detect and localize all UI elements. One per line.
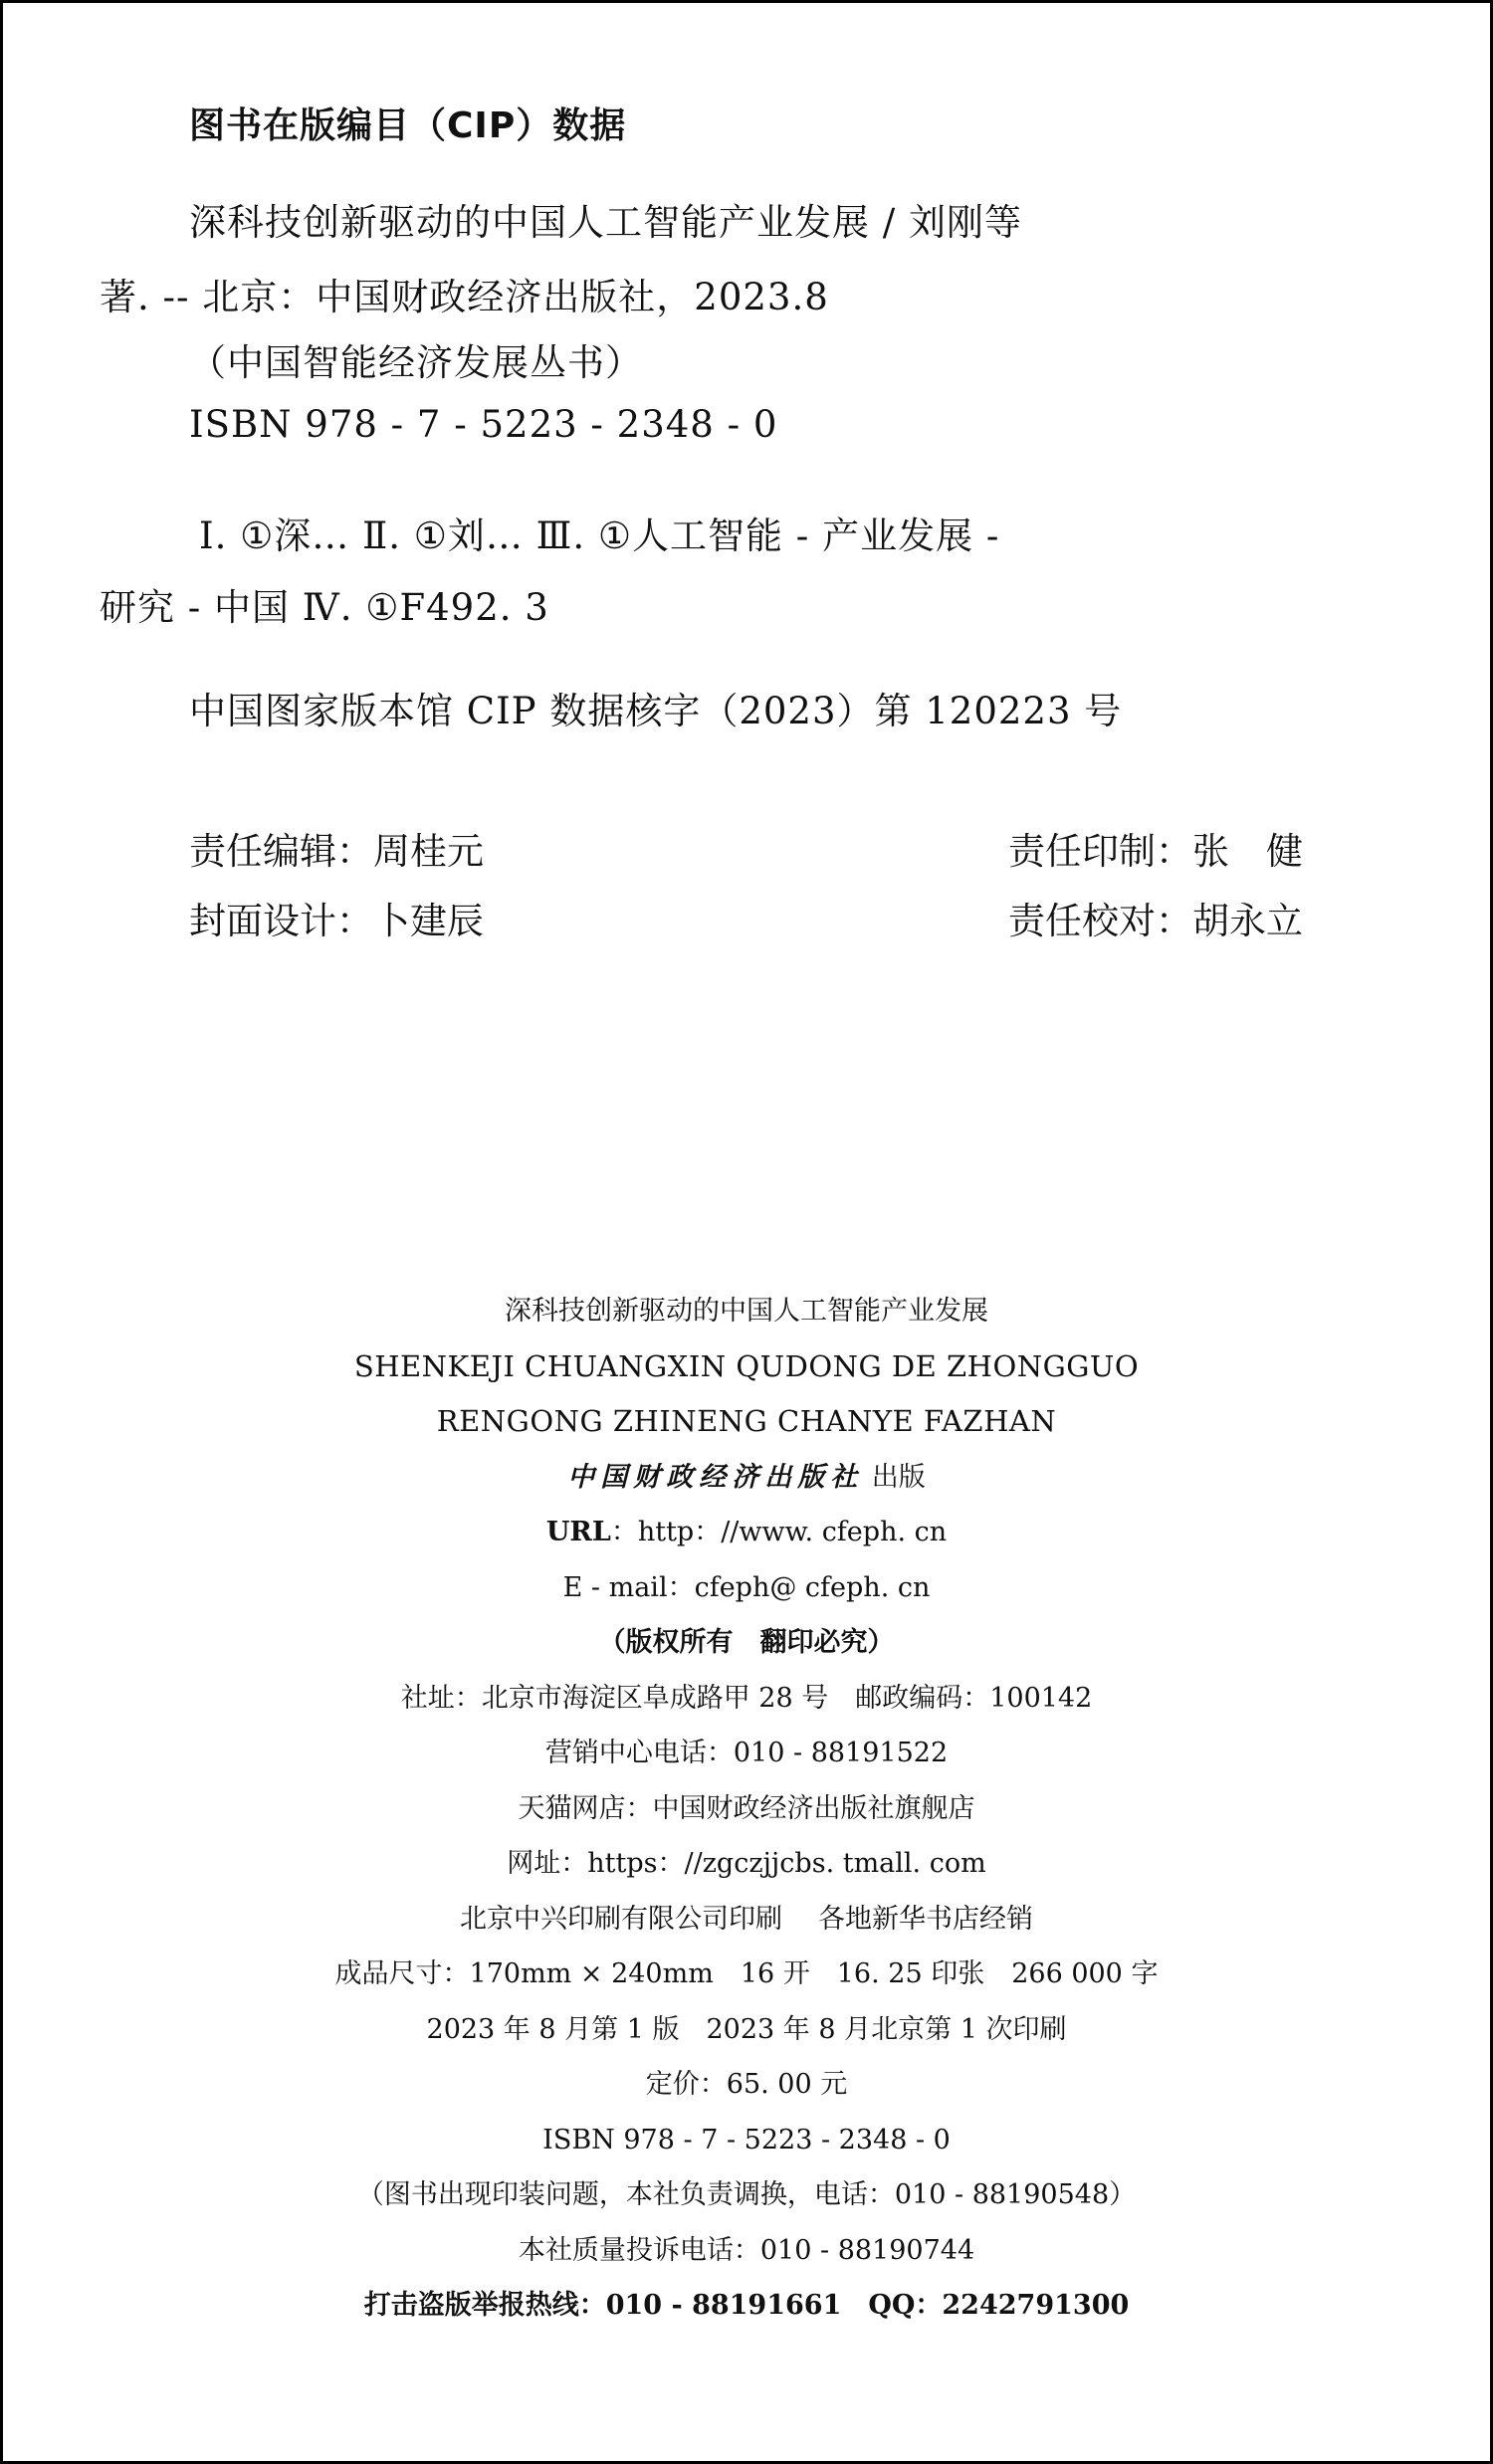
quality-complaint-phone: 本社质量投诉电话：010 - 88190744 xyxy=(518,2234,975,2266)
marketing-phone: 营销中心电话：010 - 88191522 xyxy=(544,1738,949,1768)
book-title-pinyin-1: SHENKEJI CHUANGXIN QUDONG DE ZHONGGUO xyxy=(353,1348,1140,1383)
email-line: E - mail：cfeph@ cfeph. cn xyxy=(562,1571,931,1603)
url-label: URL xyxy=(545,1517,611,1547)
publisher-suffix: 出版 xyxy=(871,1461,926,1493)
price-line: 定价：65. 00 元 xyxy=(645,2069,848,2100)
proofreader: 责任校对：胡永立 xyxy=(1008,900,1303,942)
cip-subject-line-2: 研究 - 中国 Ⅳ. ①F492. 3 xyxy=(100,586,549,629)
printer-name: 北京中兴印刷有限公司印刷 xyxy=(460,1903,782,1935)
address-line: 社址：北京市海淀区阜成路甲 28 号 邮政编码：100142 xyxy=(400,1682,1093,1714)
printer-line xyxy=(0,1892,1493,1948)
copyright-notice: （版权所有 翻印必究） xyxy=(598,1627,895,1658)
isbn-line: ISBN 978 - 7 - 5223 - 2348 - 0 xyxy=(542,2124,951,2156)
cip-record-number: 中国图家版本馆 CIP 数据核字（2023）第 120223 号 xyxy=(189,690,1123,732)
responsible-editor: 责任编辑：周桂元 xyxy=(189,830,484,873)
piracy-hotline: 打击盗版举报热线：010 - 88191661 QQ：2242791300 xyxy=(363,2290,1130,2321)
specs-line: 成品尺寸：170mm × 240mm 16 开 16. 25 印张 266 000 字 xyxy=(334,1958,1159,1989)
cip-heading: 图书在版编目（CIP）数据 xyxy=(189,105,627,146)
distributor: 各地新华书店经销 xyxy=(818,1903,1033,1935)
url-value: ：http：//www. cfeph. cn xyxy=(610,1517,948,1547)
cip-title-line: 深科技创新驱动的中国人工智能产业发展 / 刘刚等 xyxy=(189,201,1022,244)
book-title-cn: 深科技创新驱动的中国人工智能产业发展 xyxy=(505,1296,988,1327)
cip-subject-line-1: Ⅰ. ①深… Ⅱ. ①刘… Ⅲ. ①人工智能 - 产业发展 - xyxy=(199,514,1000,557)
website-line: 网址：https：//zgczjjcbs. tmall. com xyxy=(507,1848,986,1879)
print-supervisor: 责任印制：张 健 xyxy=(1008,830,1303,873)
edition-line: 2023 年 8 月第 1 版 2023 年 8 月北京第 1 次印刷 xyxy=(426,2013,1067,2045)
tmall-store: 天猫网店：中国财政经济出版社旗舰店 xyxy=(518,1792,975,1824)
cip-isbn-line: ISBN 978 - 7 - 5223 - 2348 - 0 xyxy=(189,403,778,446)
url-line xyxy=(0,1505,1493,1560)
cip-publisher-line: 著. -- 北京：中国财政经济出版社，2023.8 xyxy=(100,276,829,318)
cip-series-line: （中国智能经济发展丛书） xyxy=(189,341,643,384)
defect-notice: （图书出现印装问题，本社负责调换，电话：010 - 88190548） xyxy=(356,2179,1137,2210)
colophon-block xyxy=(0,1284,1493,2334)
cover-designer: 封面设计：卜建辰 xyxy=(189,900,484,942)
book-title-pinyin-2: RENGONG ZHINENG CHANYE FAZHAN xyxy=(436,1404,1057,1438)
publisher-name: 中国财政经济出版社 xyxy=(567,1461,864,1493)
publisher-line xyxy=(0,1450,1493,1506)
